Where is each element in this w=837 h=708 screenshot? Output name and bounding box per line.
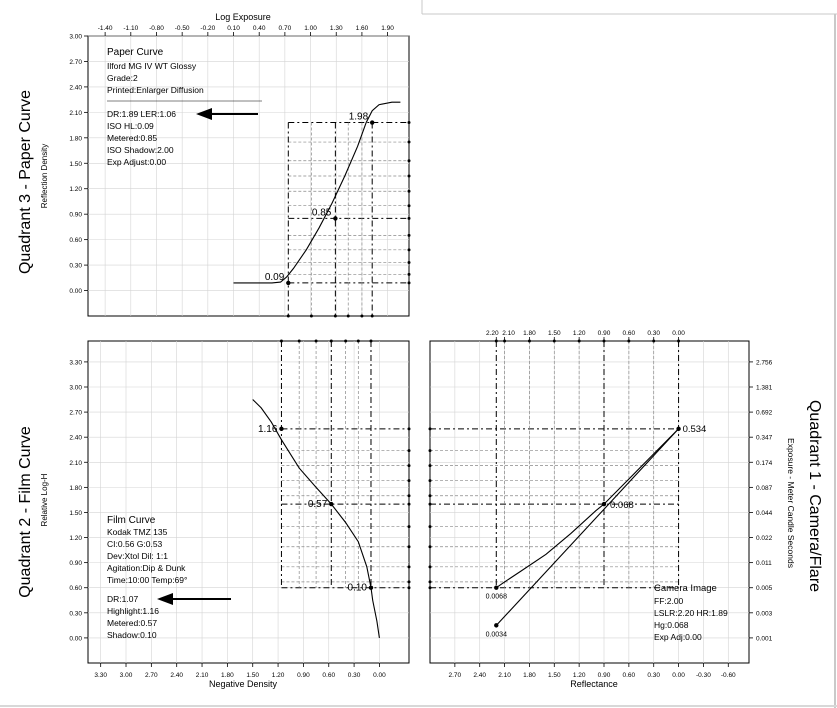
camera-flare-panel [429, 330, 824, 689]
film-info-line: Time:10:00 Temp:69° [107, 575, 188, 585]
film-y-tick-label: 3.30 [69, 359, 82, 367]
paper-marker-label: 1.98 [348, 111, 369, 123]
camera-top-tick-label: 0.00 [672, 330, 685, 337]
film-info-line: Highlight:1.16 [107, 606, 159, 616]
paper-edge-dot [287, 315, 290, 318]
camera-info-line: LSLR:2.20 HR:1.89 [654, 608, 728, 618]
camera-x-tick-label: 0.30 [647, 672, 661, 679]
paper-marker-point [286, 281, 290, 285]
camera-edge-dot [429, 525, 432, 528]
camera-top-tick-label: 0.90 [597, 330, 611, 337]
camera-info-line: Camera Image [654, 583, 717, 594]
film-y-tick-label: 2.40 [69, 434, 82, 442]
paper-edge-dot [310, 315, 313, 318]
film-y-tick-label: 2.70 [69, 409, 82, 417]
paper-edge-dot [408, 190, 411, 193]
paper-edge-dot [408, 159, 411, 162]
camera-edge-dot [429, 464, 432, 467]
camera-top-tick-label: 1.20 [572, 330, 586, 337]
camera-edge-dot [429, 586, 432, 589]
film-x-tick-label: 1.20 [271, 672, 285, 679]
camera-top-tick-label: 0.60 [622, 330, 636, 337]
film-x-tick-label: 1.80 [221, 672, 234, 679]
film-y-tick-label: 1.50 [69, 509, 82, 517]
film-edge-dot [408, 494, 411, 497]
paper-x-tick-label: -0.50 [174, 25, 190, 32]
film-x-axis-label: Negative Density [208, 679, 278, 689]
camera-marker-label: 0.0034 [485, 631, 507, 639]
paper-info-line: Paper Curve [107, 47, 164, 58]
camera-marker-point [676, 427, 680, 431]
paper-y-tick-label: 3.00 [69, 33, 82, 41]
camera-x-tick-label: 0.90 [597, 672, 611, 679]
paper-edge-dot [408, 234, 411, 237]
camera-edge-dot [429, 503, 432, 506]
paper-x-tick-label: 1.90 [381, 25, 394, 32]
paper-y-tick-label: 2.10 [69, 109, 82, 117]
paper-x-tick-label: 0.40 [252, 25, 266, 32]
film-edge-dot [408, 449, 411, 452]
camera-x-tick-label: 1.80 [523, 672, 536, 679]
paper-marker-label: 0.09 [264, 271, 285, 283]
film-info-line: DR:1.07 [107, 594, 139, 604]
camera-y-tick-label: 2.756 [756, 359, 773, 367]
paper-y-tick-label: 1.50 [69, 160, 82, 168]
paper-edge-dot [408, 204, 411, 207]
paper-marker-label: 0.85 [311, 207, 332, 219]
camera-edge-dot [429, 580, 432, 583]
camera-edge-dot [429, 545, 432, 548]
film-edge-dot [408, 545, 411, 548]
film-x-tick-label: 3.00 [119, 672, 133, 679]
film-y-tick-label: 0.00 [69, 635, 82, 643]
paper-info-line: ISO HL:0.09 [107, 121, 154, 131]
film-info-line: Shadow:0.10 [107, 630, 157, 640]
paper-edge-dot [408, 248, 411, 251]
paper-marker-point [370, 120, 374, 124]
film-edge-dot [315, 340, 318, 343]
film-y-tick-label: 0.60 [69, 585, 82, 593]
camera-edge-dot [429, 449, 432, 452]
quadrant-3-title: Quadrant 3 - Paper Curve [17, 89, 34, 275]
film-x-tick-label: 3.30 [94, 672, 107, 679]
paper-x-tick-label: -1.10 [123, 25, 139, 32]
paper-x-tick-label: -0.80 [149, 25, 164, 32]
camera-x-tick-label: 2.10 [498, 672, 511, 679]
paper-edge-dot [408, 273, 411, 276]
film-edge-dot [344, 340, 347, 343]
film-edge-dot [369, 340, 372, 343]
film-y-tick-label: 1.20 [69, 535, 82, 543]
film-y-tick-label: 3.00 [69, 384, 82, 392]
camera-y-axis-label: Exposure - Meter Candle Seconds [786, 438, 796, 568]
film-edge-dot [408, 503, 411, 506]
camera-x-tick-label: 1.50 [547, 672, 561, 679]
film-edge-dot [408, 525, 411, 528]
paper-y-tick-label: 2.40 [69, 84, 82, 92]
camera-top-tick-label: 1.50 [547, 330, 561, 337]
paper-x-tick-label: 0.10 [227, 25, 240, 32]
film-y-axis-label: Relative Log-H [40, 473, 49, 527]
camera-y-tick-label: 0.347 [756, 434, 773, 442]
camera-y-tick-label: 0.022 [756, 535, 773, 543]
camera-marker-point [494, 586, 498, 590]
film-x-tick-label: 0.00 [373, 672, 386, 679]
paper-x-tick-label: -0.20 [200, 25, 216, 32]
film-marker-label: 1.16 [257, 423, 278, 435]
camera-x-tick-label: -0.60 [720, 672, 736, 679]
camera-info-line: Exp Adj:0.00 [654, 632, 702, 642]
camera-y-tick-label: 0.087 [756, 484, 773, 492]
paper-edge-dot [408, 261, 411, 264]
paper-info-line: DR:1.89 LER:1.06 [107, 109, 176, 119]
camera-marker-point [602, 502, 606, 506]
paper-y-tick-label: 1.20 [69, 186, 82, 194]
camera-top-tick-label: 2.20 [485, 330, 499, 337]
film-info-line: Metered:0.57 [107, 618, 158, 628]
paper-edge-dot [360, 315, 363, 318]
film-y-tick-label: 1.80 [69, 484, 82, 492]
camera-marker-label: 0.0068 [485, 593, 507, 601]
film-x-tick-label: 2.40 [170, 672, 184, 679]
film-edge-dot [280, 340, 283, 343]
paper-info-line: Grade:2 [107, 73, 138, 83]
paper-edge-dot [334, 315, 337, 318]
paper-edge-dot [371, 315, 374, 318]
film-info-line: Agitation:Dip & Dunk [107, 563, 186, 573]
camera-marker-label: 0.068 [610, 500, 634, 512]
camera-edge-dot [429, 479, 432, 482]
film-info-line: Dev:Xtol Dil: 1:1 [107, 551, 168, 561]
camera-y-tick-label: 0.005 [756, 585, 773, 593]
film-info-line: Kodak TMZ 135 [107, 527, 168, 537]
paper-marker-point [333, 216, 337, 220]
film-edge-dot [357, 340, 360, 343]
paper-info-line: Metered:0.85 [107, 133, 158, 143]
camera-x-tick-label: 2.70 [448, 672, 462, 679]
camera-marker-point [494, 623, 498, 627]
film-marker-point [369, 586, 373, 590]
camera-x-tick-label: 0.00 [672, 672, 685, 679]
camera-top-tick-label: 2.10 [502, 330, 515, 337]
film-marker-point [279, 427, 283, 431]
paper-y-tick-label: 0.90 [69, 211, 82, 219]
camera-y-tick-label: 0.001 [756, 635, 773, 643]
film-info-line: CI:0.56 G:0.53 [107, 539, 163, 549]
camera-y-tick-label: 0.692 [756, 409, 773, 417]
film-edge-dot [408, 427, 411, 430]
film-y-tick-label: 0.30 [69, 610, 82, 618]
paper-y-tick-label: 2.70 [69, 58, 82, 66]
camera-y-tick-label: 0.011 [756, 560, 772, 568]
camera-y-tick-label: 1.381 [756, 384, 773, 392]
paper-info-line: ISO Shadow:2.00 [107, 145, 174, 155]
paper-info-line: Printed:Enlarger Diffusion [107, 85, 204, 95]
camera-edge-dot [429, 565, 432, 568]
camera-x-tick-label: 0.60 [622, 672, 636, 679]
camera-x-tick-label: 1.20 [572, 672, 586, 679]
paper-y-axis-label: Reflection Density [40, 143, 49, 209]
paper-edge-dot [408, 175, 411, 178]
film-edge-dot [408, 580, 411, 583]
film-edge-dot [298, 340, 301, 343]
film-edge-dot [408, 479, 411, 482]
paper-info-line: Exp Adjust:0.00 [107, 157, 167, 167]
paper-y-tick-label: 0.30 [69, 262, 82, 270]
camera-info-line: Hg:0.068 [654, 620, 689, 630]
film-info-line: Film Curve [107, 515, 156, 526]
film-edge-dot [408, 565, 411, 568]
paper-x-tick-label: 1.00 [304, 25, 317, 32]
paper-x-axis-label: Log Exposure [215, 12, 271, 22]
paper-x-tick-label: 1.30 [329, 25, 343, 32]
quadrant-2-title: Quadrant 2 - Film Curve [17, 426, 34, 598]
film-edge-dot [408, 586, 411, 589]
paper-edge-dot [347, 315, 350, 318]
paper-x-tick-label: -1.40 [97, 25, 113, 32]
quadrant-1-title: Quadrant 1 - Camera/Flare [806, 399, 823, 593]
camera-x-axis-label: Reflectance [570, 679, 618, 689]
camera-edge-dot [429, 494, 432, 497]
camera-top-tick-label: 0.30 [647, 330, 661, 337]
camera-y-tick-label: 0.003 [756, 610, 773, 618]
film-edge-dot [330, 340, 333, 343]
paper-y-tick-label: 1.80 [69, 135, 82, 143]
film-x-tick-label: 0.90 [297, 672, 310, 679]
film-y-tick-label: 2.10 [69, 459, 82, 467]
film-x-tick-label: 2.10 [195, 672, 209, 679]
camera-marker-label: 0.534 [682, 423, 707, 435]
film-y-tick-label: 0.90 [69, 560, 82, 568]
paper-edge-dot [408, 281, 411, 284]
film-x-tick-label: 2.70 [145, 672, 158, 679]
film-marker-label: 0.57 [307, 499, 328, 511]
camera-x-tick-label: 2.40 [473, 672, 487, 679]
paper-edge-dot [408, 141, 411, 144]
film-x-tick-label: 0.30 [347, 672, 361, 679]
paper-y-tick-label: 0.00 [69, 288, 82, 296]
paper-x-tick-label: 0.70 [278, 25, 292, 32]
paper-y-tick-label: 0.60 [69, 237, 82, 245]
paper-edge-dot [408, 121, 411, 124]
paper-info-line: Ilford MG IV WT Glossy [107, 61, 197, 71]
paper-edge-dot [408, 217, 411, 220]
camera-y-tick-label: 0.174 [756, 459, 773, 467]
camera-info-line: FF:2.00 [654, 596, 684, 606]
film-edge-dot [408, 464, 411, 467]
film-marker-point [329, 502, 333, 506]
camera-top-tick-label: 1.80 [523, 330, 536, 337]
camera-edge-dot [429, 427, 432, 430]
camera-x-tick-label: -0.30 [696, 672, 711, 679]
film-x-tick-label: 0.60 [322, 672, 336, 679]
camera-y-tick-label: 0.044 [756, 509, 773, 517]
film-x-tick-label: 1.50 [246, 672, 260, 679]
film-marker-label: 0.10 [347, 582, 367, 594]
paper-x-tick-label: 1.60 [355, 25, 369, 32]
